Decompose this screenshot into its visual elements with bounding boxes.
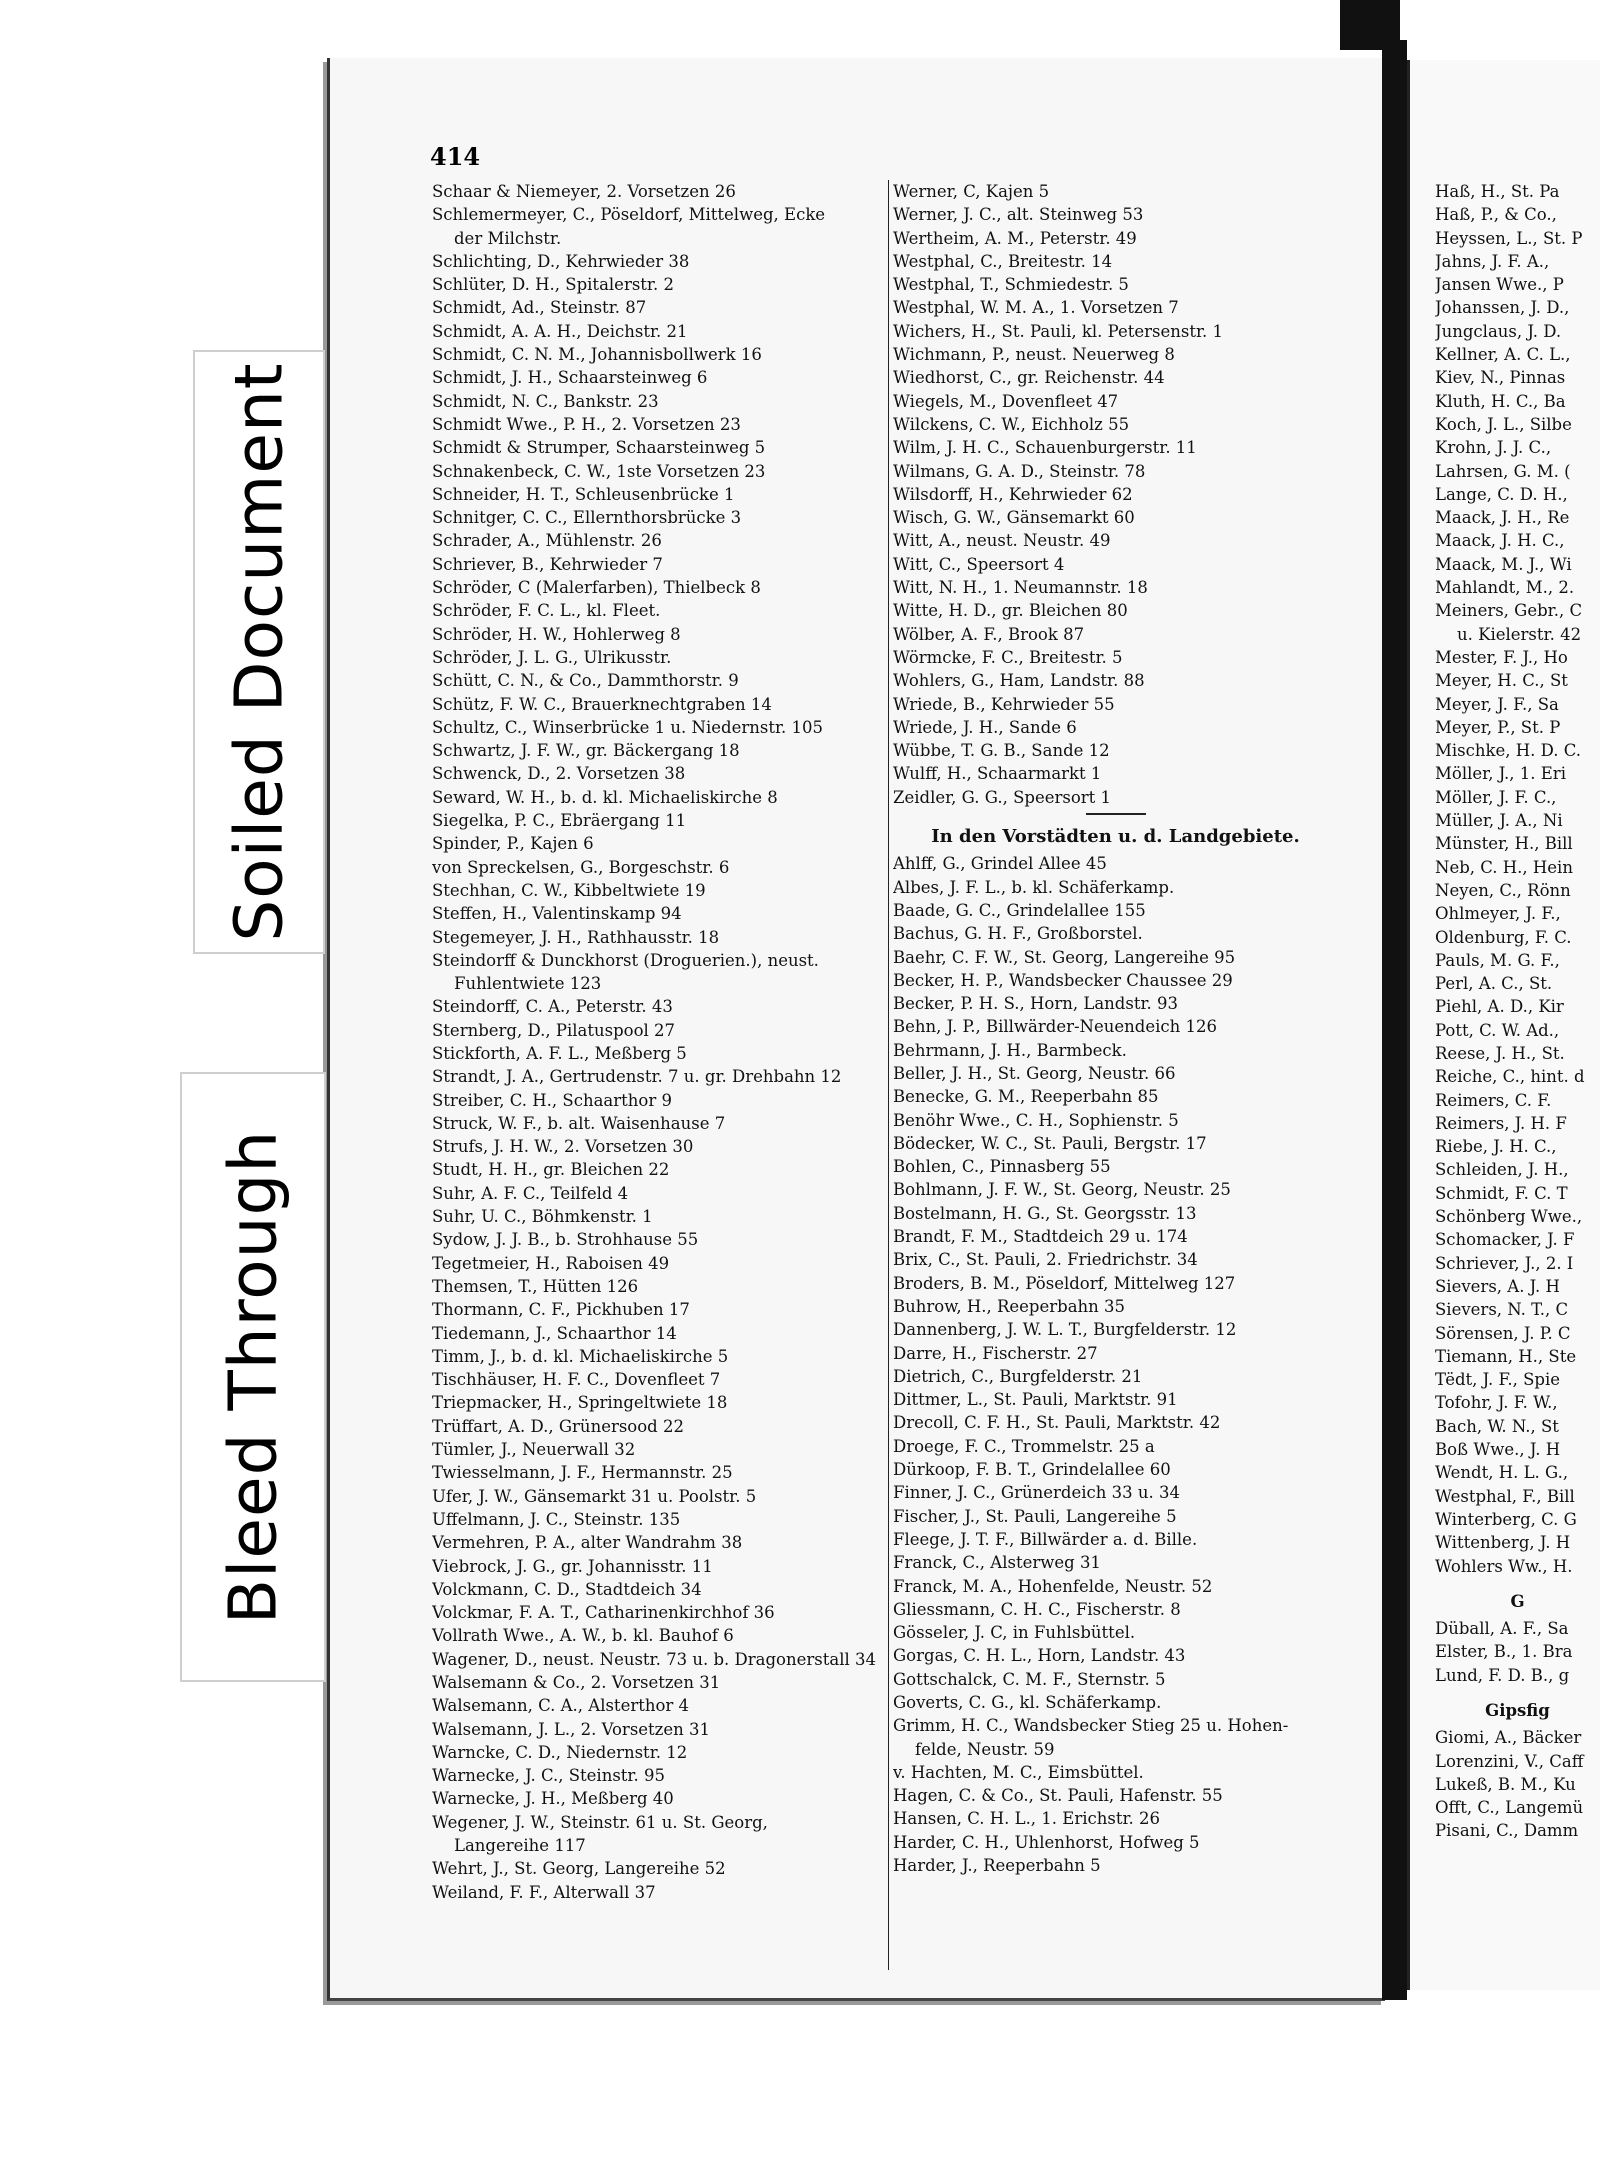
directory-entry: Volckmar, F. A. T., Catharinenkirchhof 36 — [432, 1603, 775, 1623]
directory-entry: Werner, J. C., alt. Steinweg 53 — [893, 205, 1144, 225]
directory-entry: Schmidt, Ad., Steinstr. 87 — [432, 298, 647, 318]
directory-entry: Wilmans, G. A. D., Steinstr. 78 — [893, 461, 1146, 481]
directory-entry: Lahrsen, G. M. ( — [1435, 461, 1571, 481]
directory-entry: Harder, C. H., Uhlenhorst, Hofweg 5 — [893, 1832, 1200, 1852]
directory-entry: Gorgas, C. H. L., Horn, Landstr. 43 — [893, 1646, 1186, 1666]
directory-entry: Mischke, H. D. C. — [1435, 741, 1582, 761]
directory-entry: Behrmann, J. H., Barmbeck. — [893, 1040, 1127, 1060]
directory-entry: Ufer, J. W., Gänsemarkt 31 u. Poolstr. 5 — [432, 1486, 757, 1506]
directory-entry: Schnakenbeck, C. W., 1ste Vorsetzen 23 — [432, 461, 766, 481]
directory-entry: Münster, H., Bill — [1435, 834, 1573, 854]
directory-entry: Steindorff, C. A., Peterstr. 43 — [432, 997, 673, 1017]
soiled-document-text: Soiled Document — [220, 362, 298, 942]
directory-entry: Steindorff & Dunckhorst (Droguerien.), neust. — [432, 950, 819, 970]
directory-entry: Schönberg Wwe., — [1435, 1207, 1583, 1227]
directory-entry: Stechhan, C. W., Kibbeltwiete 19 — [432, 880, 706, 900]
directory-entry: Tofohr, J. F. W., — [1435, 1393, 1558, 1413]
directory-entry: Wichmann, P., neust. Neuerweg 8 — [893, 345, 1175, 365]
directory-entry: Wendt, H. L. G., — [1435, 1463, 1569, 1483]
directory-entry: Maack, J. H. C., — [1435, 531, 1565, 551]
directory-entry: Hagen, C. & Co., St. Pauli, Hafenstr. 55 — [893, 1786, 1223, 1806]
directory-entry: Bostelmann, H. G., St. Georgsstr. 13 — [893, 1203, 1197, 1223]
directory-entry: Lukeß, B. M., Ku — [1435, 1774, 1576, 1794]
directory-entry: Schütz, F. W. C., Brauerknechtgraben 14 — [432, 694, 772, 714]
directory-entry: Volckmann, C. D., Stadtdeich 34 — [432, 1579, 702, 1599]
directory-entry: Wörmcke, F. C., Breitestr. 5 — [893, 647, 1123, 667]
directory-entry: Gliessmann, C. H. C., Fischerstr. 8 — [893, 1599, 1181, 1619]
directory-entry: Suhr, A. F. C., Teilfeld 4 — [432, 1183, 629, 1203]
directory-entry: Wölber, A. F., Brook 87 — [893, 624, 1085, 644]
directory-entry: von Spreckelsen, G., Borgeschstr. 6 — [432, 857, 730, 877]
directory-entry: Perl, A. C., St. — [1435, 974, 1553, 994]
directory-entry: Schriever, J., 2. I — [1435, 1253, 1574, 1273]
directory-entry: Schröder, C (Malerfarben), Thielbeck 8 — [432, 578, 761, 598]
right-column-mid — [1435, 1617, 1600, 1687]
directory-entry: Schröder, F. C. L., kl. Fleet. — [432, 601, 661, 621]
directory-entry: Schwartz, J. F. W., gr. Bäckergang 18 — [432, 741, 740, 761]
directory-entry: Möller, J., 1. Eri — [1435, 764, 1566, 784]
directory-entry: Mahlandt, M., 2. — [1435, 578, 1575, 598]
directory-entry: Brix, C., St. Pauli, 2. Friedrichstr. 34 — [893, 1250, 1198, 1270]
directory-entry: Strandt, J. A., Gertrudenstr. 7 u. gr. Drehbahn 12 — [432, 1067, 842, 1087]
directory-entry: Dannenberg, J. W. L. T., Burgfelderstr. 12 — [893, 1320, 1237, 1340]
directory-entry: Behn, J. P., Billwärder-Neuendeich 126 — [893, 1017, 1217, 1037]
directory-entry: Warnecke, J. C., Steinstr. 95 — [432, 1766, 665, 1786]
directory-entry: Drecoll, C. F. H., St. Pauli, Marktstr. 42 — [893, 1413, 1221, 1433]
directory-entry: Schmidt, F. C. T — [1435, 1183, 1568, 1203]
directory-entry: Giomi, A., Bäcker — [1435, 1728, 1582, 1748]
directory-entry: Schriever, B., Kehrwieder 7 — [432, 554, 663, 574]
directory-entry: Zeidler, G. G., Speersort 1 — [893, 787, 1112, 807]
directory-entry: Schmidt, N. C., Bankstr. 23 — [432, 391, 659, 411]
directory-entry: Sternberg, D., Pilatuspool 27 — [432, 1020, 676, 1040]
directory-entry: Vermehren, P. A., alter Wandrahm 38 — [432, 1533, 743, 1553]
directory-entry: Warncke, C. D., Niedernstr. 12 — [432, 1742, 688, 1762]
directory-entry: Schrader, A., Mühlenstr. 26 — [432, 531, 662, 551]
directory-entry: Dürkoop, F. B. T., Grindelallee 60 — [893, 1460, 1171, 1480]
directory-entry: Timm, J., b. d. kl. Michaeliskirche 5 — [432, 1346, 729, 1366]
directory-entry: Schlüter, D. H., Spitalerstr. 2 — [432, 275, 674, 295]
directory-entry: Bachus, G. H. F., Großborstel. — [893, 924, 1143, 944]
directory-entry: Sydow, J. J. B., b. Strohhause 55 — [432, 1230, 699, 1250]
directory-entry: v. Hachten, M. C., Eimsbüttel. — [893, 1762, 1144, 1782]
directory-entry: Werner, C, Kajen 5 — [893, 182, 1050, 201]
directory-entry: Twiesselmann, J. F., Hermannstr. 25 — [432, 1463, 733, 1483]
directory-entry: Siegelka, P. C., Ebräergang 11 — [432, 811, 687, 831]
directory-entry: Stegemeyer, J. H., Rathhausstr. 18 — [432, 927, 720, 947]
directory-entry: Gottschalck, C. M. F., Sternstr. 5 — [893, 1669, 1166, 1689]
directory-entry: Maack, M. J., Wi — [1435, 554, 1572, 574]
directory-entry: Tiedemann, J., Schaarthor 14 — [432, 1323, 677, 1343]
directory-entry: Brandt, F. M., Stadtdeich 29 u. 174 — [893, 1227, 1188, 1247]
middle-column-top — [893, 180, 1338, 809]
directory-entry: Maack, J. H., Re — [1435, 508, 1570, 528]
directory-entry: Lorenzini, V., Caff — [1435, 1751, 1584, 1771]
directory-entry: Reimers, J. H. F — [1435, 1113, 1567, 1133]
directory-entry: Schmidt Wwe., P. H., 2. Vorsetzen 23 — [432, 414, 741, 434]
page-number: 414 — [430, 142, 481, 171]
directory-entry: Wriede, B., Kehrwieder 55 — [893, 694, 1115, 714]
directory-entry: Tëdt, J. F., Spie — [1435, 1370, 1560, 1390]
directory-entry: Franck, M. A., Hohenfelde, Neustr. 52 — [893, 1576, 1213, 1596]
directory-entry: Meyer, P., St. P — [1435, 717, 1561, 737]
directory-entry: Beller, J. H., St. Georg, Neustr. 66 — [893, 1063, 1176, 1083]
directory-entry: Wehrt, J., St. Georg, Langereihe 52 — [432, 1859, 726, 1879]
directory-entry: Spinder, P., Kajen 6 — [432, 834, 594, 854]
directory-entry: Pott, C. W. Ad., — [1435, 1020, 1560, 1040]
directory-entry: Bohlen, C., Pinnasberg 55 — [893, 1157, 1111, 1177]
directory-entry: Streiber, C. H., Schaarthor 9 — [432, 1090, 672, 1110]
directory-entry: Finner, J. C., Grünerdeich 33 u. 34 — [893, 1483, 1180, 1503]
directory-entry: Westphal, C., Breitestr. 14 — [893, 251, 1113, 271]
directory-entry: Riebe, J. H. C., — [1435, 1137, 1557, 1157]
directory-entry: Franck, C., Alsterweg 31 — [893, 1553, 1101, 1573]
directory-entry: Meiners, Gebr., C — [1435, 601, 1583, 621]
directory-entry: Uffelmann, J. C., Steinstr. 135 — [432, 1509, 681, 1529]
directory-entry: Ahlff, G., Grindel Allee 45 — [893, 854, 1107, 874]
directory-entry: Wilm, J. H. C., Schauenburgerstr. 11 — [893, 438, 1197, 458]
directory-entry: Oldenburg, F. C. — [1435, 927, 1572, 947]
directory-entry: Trüffart, A. D., Grünersood 22 — [432, 1416, 684, 1436]
directory-entry: Seward, W. H., b. d. kl. Michaeliskirche 8 — [432, 787, 778, 807]
directory-entry: Bach, W. N., St — [1435, 1416, 1559, 1436]
directory-entry: Reese, J. H., St. — [1435, 1043, 1565, 1063]
directory-entry: Schleiden, J. H., — [1435, 1160, 1569, 1180]
directory-entry: Wulff, H., Schaarmarkt 1 — [893, 764, 1102, 784]
right-heading-1: G — [1510, 1591, 1525, 1611]
directory-entry: Fleege, J. T. F., Billwärder a. d. Bille. — [893, 1529, 1198, 1549]
directory-entry: Schröder, J. L. G., Ulrikusstr. — [432, 647, 672, 667]
directory-entry: Steffen, H., Valentinskamp 94 — [432, 904, 682, 924]
directory-entry: Schaar & Niemeyer, 2. Vorsetzen 26 — [432, 182, 736, 201]
directory-entry: Meyer, H. C., St — [1435, 671, 1568, 691]
directory-entry: Schmidt, J. H., Schaarsteinweg 6 — [432, 368, 708, 388]
section-heading: In den Vorstädten u. d. Landgebiete. — [931, 826, 1300, 848]
directory-entry: Westphal, F., Bill — [1435, 1486, 1575, 1506]
directory-entry: Gösseler, J. C, in Fuhlsbüttel. — [893, 1623, 1136, 1643]
directory-entry: Offt, C., Langemü — [1435, 1798, 1584, 1818]
directory-entry: Mester, F. J., Ho — [1435, 647, 1568, 667]
directory-entry: Boß Wwe., J. H — [1435, 1440, 1561, 1460]
bleed-through-text: Bleed Through — [214, 1129, 292, 1625]
directory-entry: Witt, A., neust. Neustr. 49 — [893, 531, 1111, 551]
directory-entry: Hansen, C. H. L., 1. Erichstr. 26 — [893, 1809, 1161, 1829]
directory-entry: Studt, H. H., gr. Bleichen 22 — [432, 1160, 670, 1180]
directory-entry: felde, Neustr. 59 — [915, 1739, 1055, 1759]
directory-entry: Struck, W. F., b. alt. Waisenhause 7 — [432, 1113, 726, 1133]
directory-entry: Lange, C. D. H., — [1435, 484, 1568, 504]
directory-entry: Schütt, C. N., & Co., Dammthorstr. 9 — [432, 671, 739, 691]
directory-entry: Fuhlentwiete 123 — [454, 974, 602, 994]
directory-entry: Kellner, A. C. L., — [1435, 345, 1571, 365]
middle-column-bottom — [893, 852, 1338, 1877]
directory-entry: Pisani, C., Damm — [1435, 1821, 1579, 1841]
directory-entry: Düball, A. F., Sa — [1435, 1619, 1569, 1639]
directory-entry: Heyssen, L., St. P — [1435, 228, 1583, 248]
directory-entry: Broders, B. M., Pöseldorf, Mittelweg 127 — [893, 1273, 1236, 1293]
directory-entry: Tegetmeier, H., Raboisen 49 — [432, 1253, 670, 1273]
directory-entry: Stickforth, A. F. L., Meßberg 5 — [432, 1043, 687, 1063]
directory-entry: Wiegels, M., Dovenfleet 47 — [893, 391, 1119, 411]
directory-entry: Vollrath Wwe., A. W., b. kl. Bauhof 6 — [432, 1626, 734, 1646]
directory-entry: Suhr, U. C., Böhmkenstr. 1 — [432, 1207, 653, 1227]
directory-entry: Droege, F. C., Trommelstr. 25 a — [893, 1436, 1155, 1456]
directory-entry: Wriede, J. H., Sande 6 — [893, 717, 1077, 737]
directory-entry: Weiland, F. F., Alterwall 37 — [432, 1882, 656, 1902]
directory-entry: Walsemann & Co., 2. Vorsetzen 31 — [432, 1673, 721, 1692]
directory-entry: Grimm, H. C., Wandsbecker Stieg 25 u. Hohen- — [893, 1716, 1289, 1736]
directory-entry: Bohlmann, J. F. W., St. Georg, Neustr. 25 — [893, 1180, 1231, 1200]
section-rule — [1086, 813, 1146, 815]
directory-entry: Lund, F. D. B., g — [1435, 1665, 1570, 1685]
directory-entry: Jungclaus, J. D. — [1435, 321, 1562, 341]
directory-entry: Goverts, C. G., kl. Schäferkamp. — [893, 1693, 1162, 1712]
directory-entry: Schomacker, J. F — [1435, 1230, 1575, 1250]
directory-entry: Schlemermeyer, C., Pöseldorf, Mittelweg, Ecke — [432, 205, 826, 225]
directory-entry: Reiche, C., hint. d — [1435, 1067, 1585, 1087]
directory-entry: Piehl, A. D., Kir — [1435, 997, 1564, 1017]
directory-entry: Bödecker, W. C., St. Pauli, Bergstr. 17 — [893, 1133, 1207, 1153]
directory-entry: Becker, H. P., Wandsbecker Chaussee 29 — [893, 970, 1233, 990]
directory-entry: Strufs, J. H. W., 2. Vorsetzen 30 — [432, 1137, 694, 1157]
directory-entry: Baade, G. C., Grindelallee 155 — [893, 900, 1146, 920]
directory-entry: Schlichting, D., Kehrwieder 38 — [432, 251, 690, 271]
directory-entry: Albes, J. F. L., b. kl. Schäferkamp. — [893, 877, 1175, 897]
directory-entry: Neb, C. H., Hein — [1435, 857, 1573, 877]
directory-entry: Ohlmeyer, J. F., — [1435, 904, 1561, 924]
directory-entry: Warnecke, J. H., Meßberg 40 — [432, 1789, 674, 1809]
directory-entry: Tiemann, H., Ste — [1435, 1346, 1577, 1366]
directory-entry: Wohlers, G., Ham, Landstr. 88 — [893, 671, 1145, 691]
left-column — [432, 180, 897, 1904]
directory-entry: Viebrock, J. G., gr. Johannisstr. 11 — [432, 1556, 713, 1576]
directory-entry: Schmidt, C. N. M., Johannisbollwerk 16 — [432, 345, 762, 365]
directory-entry: Westphal, T., Schmiedestr. 5 — [893, 275, 1129, 295]
directory-entry: Elster, B., 1. Bra — [1435, 1642, 1573, 1662]
directory-entry: Schmidt, A. A. H., Deichstr. 21 — [432, 321, 688, 341]
directory-entry: Schwenck, D., 2. Vorsetzen 38 — [432, 764, 686, 784]
directory-entry: Pauls, M. G. F., — [1435, 950, 1560, 970]
directory-entry: Schnitger, C. C., Ellernthorsbrücke 3 — [432, 508, 742, 528]
directory-entry: Themsen, T., Hütten 126 — [432, 1276, 639, 1296]
directory-entry: Thormann, C. F., Pickhuben 17 — [432, 1300, 690, 1320]
directory-entry: Dietrich, C., Burgfelderstr. 21 — [893, 1366, 1143, 1386]
directory-entry: Wübbe, T. G. B., Sande 12 — [893, 741, 1110, 761]
directory-entry: Müller, J. A., Ni — [1435, 811, 1563, 831]
directory-entry: Haß, P., & Co., — [1435, 205, 1557, 225]
directory-entry: Becker, P. H. S., Horn, Landstr. 93 — [893, 994, 1179, 1014]
directory-entry: Buhrow, H., Reeperbahn 35 — [893, 1296, 1126, 1316]
directory-entry: Wittenberg, J. H — [1435, 1533, 1571, 1553]
directory-entry: Neyen, C., Rönn — [1435, 880, 1571, 900]
directory-entry: Fischer, J., St. Pauli, Langereihe 5 — [893, 1506, 1177, 1526]
directory-entry: Darre, H., Fischerstr. 27 — [893, 1343, 1098, 1363]
directory-entry: Sievers, N. T., C — [1435, 1300, 1569, 1320]
directory-entry: Harder, J., Reeperbahn 5 — [893, 1856, 1101, 1876]
directory-entry: Schröder, H. W., Hohlerweg 8 — [432, 624, 681, 644]
directory-entry: Koch, J. L., Silbe — [1435, 414, 1572, 434]
directory-entry: Walsemann, J. L., 2. Vorsetzen 31 — [432, 1719, 711, 1739]
directory-entry: Wichers, H., St. Pauli, kl. Petersenstr. 1 — [893, 321, 1224, 341]
directory-entry: Reimers, C. F. — [1435, 1090, 1552, 1110]
directory-entry: Sörensen, J. P. C — [1435, 1323, 1571, 1343]
directory-entry: u. Kielerstr. 42 — [1457, 624, 1582, 644]
directory-entry: Wiedhorst, C., gr. Reichenstr. 44 — [893, 368, 1165, 388]
directory-entry: Winterberg, C. G — [1435, 1509, 1577, 1529]
directory-entry: Jahns, J. F. A., — [1435, 251, 1550, 271]
directory-entry: Triepmacker, H., Springeltwiete 18 — [432, 1393, 728, 1413]
directory-entry: Wisch, G. W., Gänsemarkt 60 — [893, 508, 1135, 528]
directory-entry: Schmidt & Strumper, Schaarsteinweg 5 — [432, 438, 766, 458]
directory-entry: Westphal, W. M. A., 1. Vorsetzen 7 — [893, 298, 1179, 318]
directory-entry: Witt, C., Speersort 4 — [893, 554, 1065, 574]
directory-entry: Johanssen, J. D., — [1435, 298, 1570, 318]
directory-entry: Benöhr Wwe., C. H., Sophienstr. 5 — [893, 1110, 1179, 1130]
directory-entry: Baehr, C. F. W., St. Georg, Langereihe 95 — [893, 947, 1236, 967]
soiled-document-label — [193, 350, 325, 954]
directory-entry: Wertheim, A. M., Peterstr. 49 — [893, 228, 1137, 248]
directory-entry: Wilsdorff, H., Kehrwieder 62 — [893, 484, 1133, 504]
book-spine — [1382, 40, 1407, 2000]
directory-entry: Jansen Wwe., P — [1435, 275, 1564, 295]
directory-entry: Meyer, J. F., Sa — [1435, 694, 1559, 714]
right-column-entries — [1435, 180, 1600, 1578]
directory-entry: Schultz, C., Winserbrücke 1 u. Niedernstr. 105 — [432, 717, 824, 737]
directory-entry: Haß, H., St. Pa — [1435, 182, 1560, 201]
directory-entry: Krohn, J. J. C., — [1435, 438, 1552, 458]
directory-entry: Wilckens, C. W., Eichholz 55 — [893, 414, 1130, 434]
directory-entry: Witt, N. H., 1. Neumannstr. 18 — [893, 578, 1148, 598]
bleed-through-label — [180, 1072, 326, 1682]
directory-entry: Tümler, J., Neuerwall 32 — [432, 1440, 636, 1460]
directory-entry: Wegener, J. W., Steinstr. 61 u. St. Georg, — [432, 1812, 768, 1832]
directory-entry: Langereihe 117 — [454, 1836, 586, 1856]
right-heading-2: Gipsfig — [1485, 1701, 1550, 1720]
directory-entry: Kluth, H. C., Ba — [1435, 391, 1566, 411]
right-column — [1435, 180, 1600, 1843]
directory-entry: Tischhäuser, H. F. C., Dovenfleet 7 — [432, 1370, 721, 1390]
directory-entry: Wohlers Ww., H. — [1435, 1556, 1573, 1576]
directory-entry: Witte, H. D., gr. Bleichen 80 — [893, 601, 1128, 621]
directory-entry: der Milchstr. — [454, 228, 562, 248]
directory-entry: Wagener, D., neust. Neustr. 73 u. b. Dragonerstall 34 — [432, 1649, 876, 1669]
directory-entry: Benecke, G. M., Reeperbahn 85 — [893, 1087, 1159, 1107]
directory-entry: Walsemann, C. A., Alsterthor 4 — [432, 1696, 690, 1716]
right-column-end — [1435, 1726, 1600, 1842]
middle-column — [893, 180, 1338, 1877]
directory-entry: Dittmer, L., St. Pauli, Marktstr. 91 — [893, 1390, 1178, 1410]
directory-entry: Kiev, N., Pinnas — [1435, 368, 1566, 388]
directory-entry: Schneider, H. T., Schleusenbrücke 1 — [432, 484, 735, 504]
directory-entry: Sievers, A. J. H — [1435, 1276, 1560, 1296]
directory-entry: Möller, J. F. C., — [1435, 787, 1557, 807]
